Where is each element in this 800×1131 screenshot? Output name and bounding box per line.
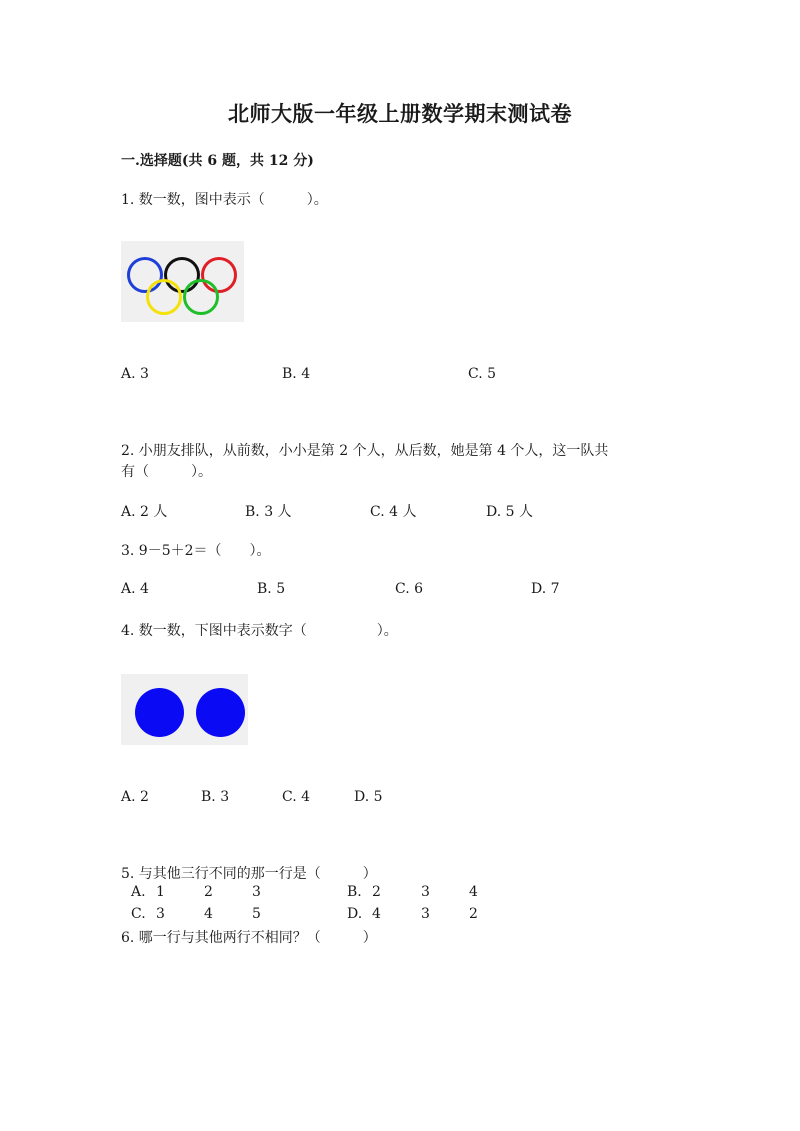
q1-option-b: B. 4	[282, 366, 311, 382]
q5-row-c-label: C.	[131, 906, 146, 922]
q4-option-c: C. 4	[282, 789, 311, 805]
q2-option-b: B. 3 人	[245, 504, 292, 520]
q3-option-c: C. 6	[395, 581, 424, 597]
q1-option-a: A. 3	[121, 366, 149, 382]
q4-option-a: A. 2	[121, 789, 149, 805]
q5-row-a-num2: 2	[204, 884, 213, 900]
q5-row-c-num2: 4	[204, 906, 213, 922]
q5-row-d-label: D.	[347, 906, 363, 922]
q2-option-a: A. 2 人	[121, 504, 168, 520]
question-1-text: 1. 数一数，图中表示（ ）。	[121, 192, 328, 208]
blue-dot-icon	[196, 688, 245, 737]
q5-row-b-num2: 3	[421, 884, 430, 900]
q3-option-a: A. 4	[121, 581, 149, 597]
blue-dots-image	[121, 674, 248, 745]
question-5-text: 5. 与其他三行不同的那一行是（ ）	[121, 866, 377, 882]
q5-row-c-num1: 3	[156, 906, 165, 922]
ring-icon	[146, 279, 182, 315]
q5-row-d-num2: 3	[421, 906, 430, 922]
page-title: 北师大版一年级上册数学期末测试卷	[228, 101, 572, 126]
question-2-text-line1: 2. 小朋友排队，从前数，小小是第 2 个人，从后数，她是第 4 个人，这一队共	[121, 443, 609, 459]
q1-option-c: C. 5	[468, 366, 497, 382]
question-3-text: 3. 9－5＋2＝（ ）。	[121, 543, 271, 559]
ring-icon	[183, 279, 219, 315]
q5-row-a-label: A.	[131, 884, 146, 900]
q5-row-a-num3: 3	[252, 884, 261, 900]
q3-option-b: B. 5	[257, 581, 286, 597]
q4-option-b: B. 3	[201, 789, 230, 805]
q5-row-d-num1: 4	[372, 906, 381, 922]
blue-dot-icon	[135, 688, 184, 737]
q5-row-b-num1: 2	[372, 884, 381, 900]
q5-row-d-num3: 2	[469, 906, 478, 922]
q5-row-a-num1: 1	[156, 884, 165, 900]
q5-row-b-label: B.	[347, 884, 362, 900]
q5-row-b-num3: 4	[469, 884, 478, 900]
question-6-text: 6. 哪一行与其他两行不相同？（ ）	[121, 930, 377, 946]
q2-option-c: C. 4 人	[370, 504, 417, 520]
question-4-text: 4. 数一数，下图中表示数字（ ）。	[121, 623, 398, 639]
q4-option-d: D. 5	[354, 789, 383, 805]
question-2-text-line2: 有（ ）。	[121, 464, 212, 480]
q3-option-d: D. 7	[531, 581, 560, 597]
q2-option-d: D. 5 人	[486, 504, 533, 520]
section-heading: 一.选择题(共 6 题，共 12 分)	[121, 153, 314, 169]
olympic-rings-image	[121, 241, 244, 322]
q5-row-c-num3: 5	[252, 906, 261, 922]
